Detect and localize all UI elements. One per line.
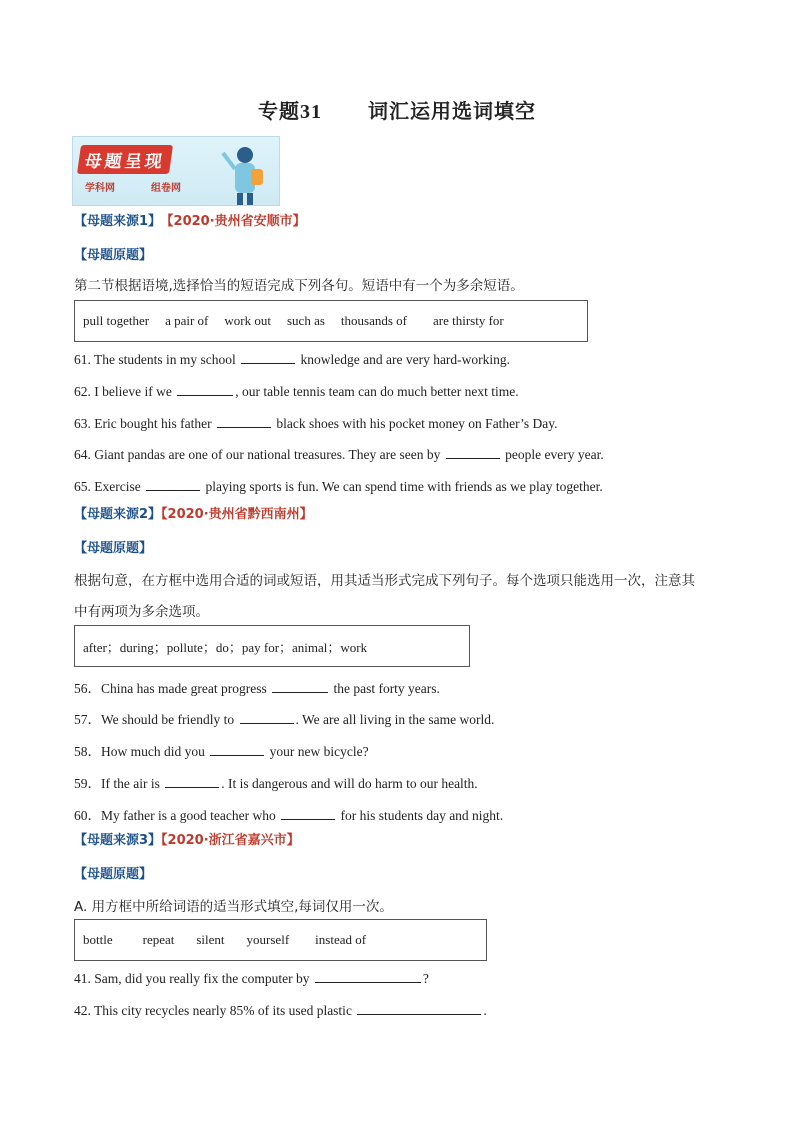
title-topic: 词汇运用选词填空: [368, 101, 536, 123]
source-1-label: 【母题来源1】 【2020·贵州省安顺市】: [74, 214, 306, 229]
answer-blank[interactable]: [446, 446, 500, 459]
option: a pair of: [165, 313, 209, 328]
question-57: 57．We should be friendly to . We are all living in the same world.: [74, 712, 495, 727]
option: work out: [224, 313, 271, 328]
answer-blank[interactable]: [165, 775, 219, 788]
question-62: 62. I believe if we , our table tennis team can do much better next time.: [74, 384, 519, 399]
section-1-options-box: [74, 300, 588, 342]
source-3-year: 【2020·浙江省嘉兴市】: [161, 833, 300, 848]
option: are thirsty for: [433, 313, 504, 328]
options-text: after；during；pollute；do；pay for；animal；work: [83, 639, 368, 655]
option: such as: [286, 313, 325, 328]
source-2-year: 【2020·贵州省黔西南州】: [161, 507, 313, 522]
answer-blank[interactable]: [272, 680, 328, 693]
answer-blank[interactable]: [177, 383, 233, 396]
option: instead of: [315, 932, 367, 947]
question-56: 56．China has made great progress the past forty years.: [74, 681, 440, 696]
zjw-logo: 组卷网: [151, 183, 181, 194]
section-3-options-box: [74, 919, 487, 961]
question-63: 63. Eric bought his father black shoes with his pocket money on Father’s Day.: [74, 416, 558, 431]
option: repeat: [142, 932, 175, 947]
title-number: 专题31: [258, 101, 322, 123]
option: thousands of: [340, 313, 407, 328]
teacher-illustration-icon: [221, 143, 269, 205]
section-3-heading: 【母题原题】: [74, 867, 153, 882]
banner-tag: 母题呈现: [77, 145, 173, 174]
question-61: 61. The students in my school knowledge and are very hard-working.: [74, 352, 511, 367]
section-2-instruction-line-2: 中有两项为多余选项。: [74, 604, 209, 620]
question-65: 65. Exercise playing sports is fun. We can spend time with friends as we play together.: [74, 479, 603, 494]
section-1-heading: 【母题原题】: [74, 248, 153, 263]
option: yourself: [246, 932, 290, 947]
banner-image: [72, 136, 280, 206]
answer-blank[interactable]: [146, 478, 200, 491]
section-1-instruction: 第二节根据语境,选择恰当的短语完成下列各句。短语中有一个为多余短语。: [74, 278, 524, 294]
answer-blank[interactable]: [281, 807, 335, 820]
source-3-label: 【母题来源3】【2020·浙江省嘉兴市】: [74, 833, 300, 848]
answer-blank[interactable]: [210, 743, 264, 756]
option: silent: [196, 932, 225, 947]
source-1-year: 【2020·贵州省安顺市】: [167, 214, 306, 229]
question-59: 59．If the air is . It is dangerous and will do harm to our health.: [74, 776, 478, 791]
section-2-instruction-line-1: 根据句意，在方框中选用合适的词或短语，用其适当形式完成下列句子。每个选项只能选用一次，注意其: [74, 573, 695, 589]
question-64: 64. Giant pandas are one of our national treasures. They are seen by people every year.: [74, 447, 604, 462]
xkw-logo: 学科网: [85, 183, 115, 194]
question-42: 42. This city recycles nearly 85% of its used plastic .: [74, 1003, 487, 1018]
answer-blank[interactable]: [315, 970, 421, 983]
section-3-instruction: A. 用方框中所给词语的适当形式填空,每词仅用一次。: [74, 899, 393, 915]
section-2-heading: 【母题原题】: [74, 541, 153, 556]
question-58: 58．How much did you your new bicycle?: [74, 744, 369, 759]
page-title: [0, 95, 794, 124]
answer-blank[interactable]: [240, 711, 294, 724]
question-41: 41. Sam, did you really fix the computer by ?: [74, 971, 429, 986]
option: bottle: [83, 932, 113, 947]
section-2-options-box: [74, 625, 470, 667]
answer-blank[interactable]: [357, 1002, 481, 1015]
question-60: 60．My father is a good teacher who for his students day and night.: [74, 808, 504, 823]
answer-blank[interactable]: [241, 351, 295, 364]
option: pull together: [83, 313, 150, 328]
source-2-label: 【母题来源2】【2020·贵州省黔西南州】: [74, 507, 313, 522]
answer-blank[interactable]: [217, 415, 271, 428]
